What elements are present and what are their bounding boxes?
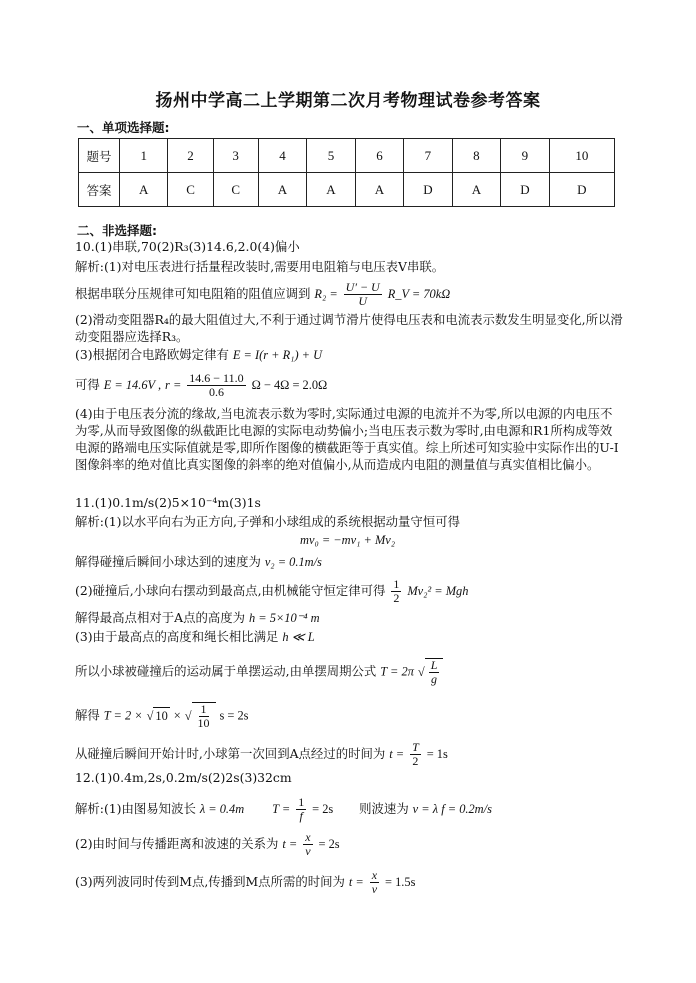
table-row-numbers [79, 139, 615, 173]
table-cell: C [168, 173, 213, 207]
table-cell: D [549, 173, 614, 207]
answer-table [78, 138, 615, 207]
table-cell: 6 [355, 139, 403, 173]
sqrt-symbol: √ $\frac{L}{g}$ [418, 658, 444, 686]
q11-analysis-4: 解得最高点相对于A点的高度为 h = 5×10⁻⁴ m [75, 610, 320, 625]
table-cell: A [355, 173, 403, 207]
sqrt-symbol: √ 10 [146, 708, 168, 723]
q11-analysis-1: 解析:(1)以水平向右为正方向,子弹和小球组成的系统根据动量守恒可得 [75, 514, 460, 529]
q12-answer: 12.(1)0.4m,2s,0.2m/s(2)2s(3)32cm [75, 770, 292, 785]
q10-fraction-2: $\frac{14.6 - 11.0}{0.6}$ [189, 371, 244, 399]
q12-analysis-1: 解析:(1)由图易知波长 λ = 0.4m T = $\frac{1}{f}$ = 2s 则波速为 v = λ f = 0.2m/s [75, 795, 492, 823]
q10-analysis-3: (2)滑动变阻器R₄的最大阻值过大,不利于通过调节滑片使得电压表和电流表示数发生明显变化,所以滑动变阻器应选择R₃。 [75, 312, 623, 344]
table-cell: 2 [168, 139, 213, 173]
table-cell: D [501, 173, 549, 207]
table-cell: A [120, 173, 168, 207]
table-cell: 8 [452, 139, 500, 173]
table-cell: 7 [404, 139, 452, 173]
q10-analysis-4: (3)根据闭合电路欧姆定律有 E = I(r + R₁) + U [75, 347, 323, 362]
row-label-answer: 答案 [79, 173, 120, 207]
table-cell: 3 [213, 139, 258, 173]
section-heading-multiple-choice: 一、单项选择题: [77, 120, 170, 135]
table-cell: A [307, 173, 355, 207]
q11-analysis-6: 所以小球被碰撞后的运动属于单摆运动,由单摆周期公式 T = 2π √ $\frac{L}{g}$ [75, 658, 625, 686]
q10-analysis-2: 根据串联分压规律可知电阻箱的阻值应调到 R₂ = $\frac{U' - U}{U}$ R_V = 70kΩ [75, 280, 451, 308]
page-title: 扬州中学高二上学期第二次月考物理试卷参考答案 [155, 91, 541, 111]
q10-analysis-1: 解析:(1)对电压表进行括量程改装时,需要用电阻箱与电压表V串联。 [75, 259, 445, 274]
sqrt-symbol: √ $\frac{1}{10}$ [185, 702, 216, 730]
q11-analysis-8: 从碰撞后瞬间开始计时,小球第一次回到A点经过的时间为 t = $\frac{T}{2}$ = 1s [75, 740, 448, 768]
table-cell: A [452, 173, 500, 207]
table-cell: C [213, 173, 258, 207]
q10-answer: 10.(1)串联,70(2)R₃(3)14.6,2.0(4)偏小 [75, 239, 300, 254]
q10-analysis-5: 可得 E = 14.6V , r = $\frac{14.6 - 11.0}{0.6}$ Ω − 4Ω = 2.0Ω [75, 371, 328, 399]
table-cell: D [404, 173, 452, 207]
q11-formula-momentum: mv₀ = −mv₁ + Mv₂ [300, 533, 396, 547]
q11-analysis-2: 解得碰撞后瞬间小球达到的速度为 v₂ = 0.1m/s [75, 554, 322, 569]
q10-fraction-1: $\frac{U' - U}{U}$ [345, 280, 380, 308]
q12-analysis-2: (2)由时间与传播距离和波速的关系为 t = $\frac{x}{v}$ = 2s [75, 830, 340, 858]
q11-fraction-half: $\frac{1}{2}$ [393, 577, 400, 605]
table-row-answers [79, 173, 615, 207]
table-cell: A [258, 173, 306, 207]
q11-analysis-5: (3)由于最高点的高度和绳长相比满足 h ≪ L [75, 629, 315, 644]
table-cell: 1 [120, 139, 168, 173]
q11-answer: 11.(1)0.1m/s(2)5×10⁻⁴m(3)1s [75, 495, 261, 510]
section-heading-free-response: 二、非选择题: [77, 223, 157, 238]
q12-analysis-3: (3)两列波同时传到M点,传播到M点所需的时间为 t = $\frac{x}{v}$ = 1.5s [75, 868, 416, 896]
q11-analysis-3: (2)碰撞后,小球向右摆动到最高点,由机械能守恒定律可得 $\frac{1}{2}$ Mv₂² = Mgh [75, 577, 469, 605]
table-cell: 10 [549, 139, 614, 173]
table-cell: 9 [501, 139, 549, 173]
row-label-number: 题号 [79, 139, 120, 173]
table-cell: 4 [258, 139, 306, 173]
q11-analysis-7: 解得 T = 2 × √ 10 × √ $\frac{1}{10}$ s = 2s [75, 702, 249, 730]
q10-analysis-6: (4)由于电压表分流的缘故,当电流表示数为零时,实际通过电源的电流并不为零,所以电源的内电压不为零,从而导致图像的纵截距比电源的实际电动势偏小;当电压表示数为零时,由电源和R1所构成等效电源的路端电压实际值就是零,即所作图像的横截距等于真实值。综上所述可知实验中实际作出的U-I图像斜率的绝对值比真实图像的斜率的绝对值偏小,从而造成内电阻的测量值与真实值相比偏小。 [75, 406, 619, 472]
table-cell: 5 [307, 139, 355, 173]
